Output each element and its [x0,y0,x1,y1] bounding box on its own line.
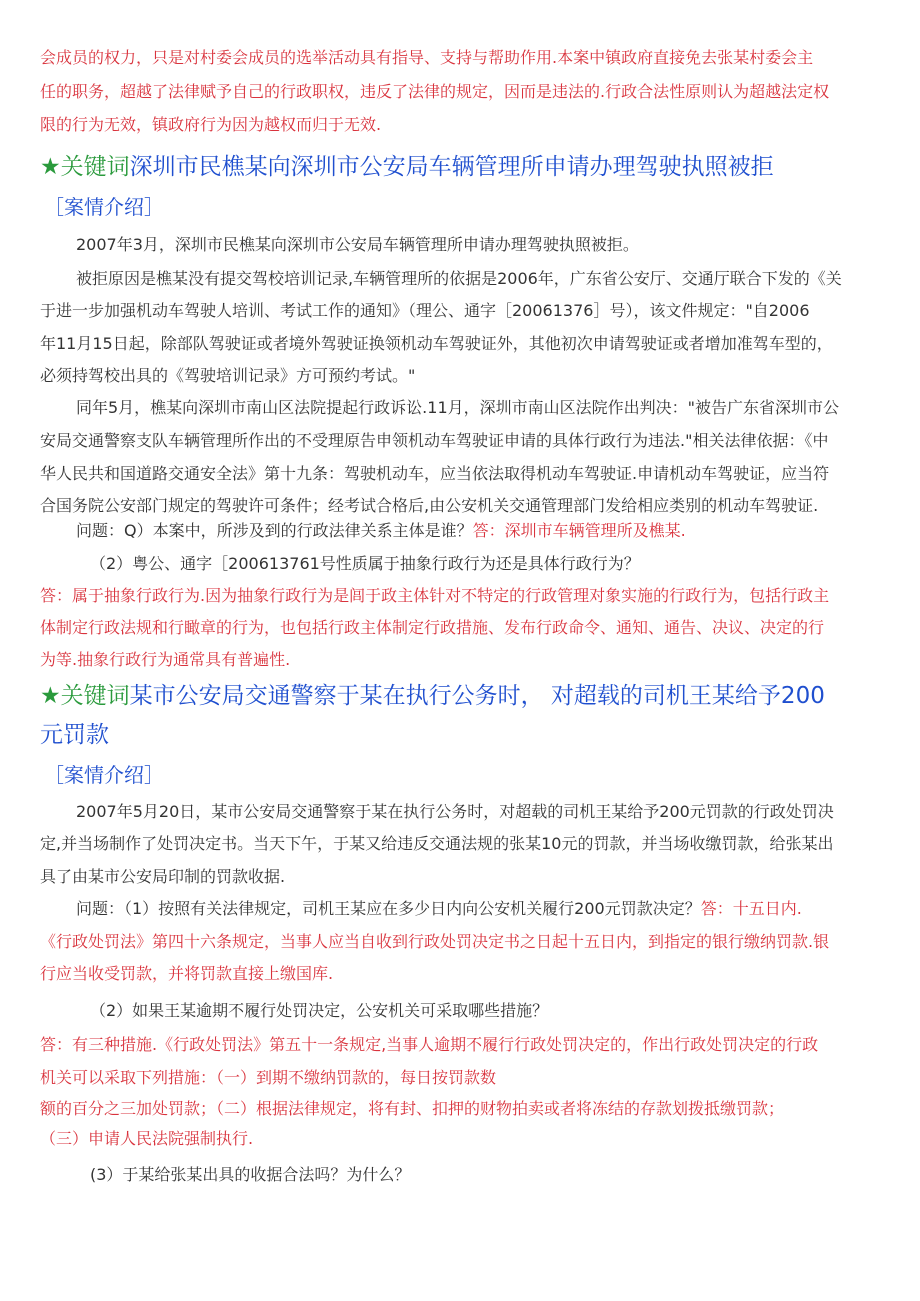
case1-line-8: 华人民共和国道路交通安全法》第十九条：驾驶机动车，应当依法取得机动车驾驶证.申请机动车驾驶证，应当符 [40,464,830,483]
case2-answer-1-line-1: 《行政处罚法》第四十六条规定，当事人应当自收到行政处罚决定书之日起十五日内，到指定的银行缴纳罚款.银 [40,932,830,951]
case2-question-3: (3）于某给张某出具的收据合法吗？为什么？ [90,1165,411,1184]
case1-question-1: 问题：Q）本案中，所涉及到的行政法律关系主体是谁？答：深圳市车辆管理所及樵某. [76,521,686,540]
case2-heading [40,678,890,714]
case2-question-2: （2）如果王某逾期不履行处罚决定，公安机关可采取哪些措施？ [90,1001,549,1020]
case1-heading [40,149,890,185]
keyword-label: 关键词 [60,683,130,709]
case2-answer-2-line-2: 机关可以采取下列措施：（一）到期不缴纳罚款的，每日按罚款数 [40,1068,497,1087]
case1-line-9: 合国务院公安部门规定的驾驶许可条件；经考试合格后,由公安机关交通管理部门发给相应类别的机动车驾驶证. [40,496,819,515]
star-icon: ★ [40,154,61,180]
case1-question-2: （2）粤公、通字［200613761号性质属于抽象行政行为还是具体行政行为？ [90,554,640,573]
case2-line-3: 具了由某市公安局印制的罚款收据. [40,867,286,886]
case1-answer-2-line-1: 答：属于抽象行政行为.因为抽象行政行为是闾于政主体针对不特定的行政管理对象实施的行政行为，包括行政主 [40,586,830,605]
case2-answer-2-line-3: 额的百分之三加处罚款；（二）根据法律规定，将有封、扣押的财物拍卖或者将冻结的存款划拨抵缴罚款； [40,1099,785,1118]
case1-answer-2-line-2: 体制定行政法规和行瞰章的行为，也包括行政主体制定行政措施、发布行政命令、通知、通告、决议、决定的行 [40,618,825,637]
case1-line-2: 被拒原因是樵某没有提交驾校培训记录,车辆管理所的依据是2006年，广东省公安厅、交通厅联合下发的《关 [76,269,842,288]
case2-title-line-2: 元罚款 [40,722,109,748]
case2-question-1: 问题：（1）按照有关法律规定，司机王某应在多少日内向公安机关履行200元罚款决定？答：十五日内. [76,899,802,918]
star-icon: ★ [40,683,61,709]
case2-line-2: 定,并当场制作了处罚决定书。当天下午，于某又给违反交通法规的张某10元的罚款，并当场收缴罚款，给张某出 [40,834,834,853]
case2-answer-1-line-2: 行应当收受罚款，并将罚款直接上缴国库. [40,964,334,983]
intro-line-2: 任的职务，超越了法律赋予自己的行政职权，违反了法律的规定，因而是违法的.行政合法性原则认为超越法定权 [40,82,830,101]
case1-answer-1: 答：深圳市车辆管理所及樵某. [472,521,686,540]
intro-line-1: 会成员的权力，只是对村委会成员的选举活动具有指导、支持与帮助作用.本案中镇政府直接免去张某村委会主 [40,48,814,67]
case2-line-1: 2007年5月20日，某市公安局交通警察于某在执行公务时，对超载的司机王某给予200元罚款的行政处罚决 [76,802,834,821]
keyword-label: 关键词 [60,154,130,180]
case1-line-3: 于进一步加强机动车驾驶人培训、考试工作的通知》（理公、通字［20061376］号），该文件规定："自2006 [40,301,810,320]
case2-answer-1-head: 答：十五日内. [700,899,802,918]
intro-line-3: 限的行为无效，镇政府行为因为越权而归于无效. [40,115,382,134]
case2-answer-2-line-4: （三）申请人民法院强制执行. [40,1129,254,1148]
case1-line-4: 年11月15日起，除部队驾驶证或者境外驾驶证换领机动车驾驶证外，其他初次申请驾驶证或者增加准驾车型的， [40,334,833,353]
case2-answer-2-line-1: 答：有三种措施.《行政处罚法》第五十一条规定,当事人逾期不履行行政处罚决定的，作出行政处罚决定的行政 [40,1035,819,1054]
case1-line-5: 必须持驾校出具的《驾驶培训记录》方可预约考试。" [40,366,416,385]
case1-line-1: 2007年3月，深圳市民樵某向深圳市公安局车辆管理所申请办理驾驶执照被拒。 [76,235,639,254]
case1-line-6: 同年5月，樵某向深圳市南山区法院提起行政诉讼.11月，深圳市南山区法院作出判决："被告广东省深圳市公 [76,398,839,417]
case2-section-title: ［案情介绍］ [44,763,164,787]
case1-title: 深圳市民樵某向深圳市公安局车辆管理所申请办理驾驶执照被拒 [129,154,774,180]
case1-section-title: ［案情介绍］ [44,195,164,219]
case1-answer-2-line-3: 为等.抽象行政行为通常具有普遍性. [40,650,291,669]
case1-line-7: 安局交通警察支队车辆管理所作出的不受理原告申领机动车驾驶证申请的具体行政行为违法."相关法律依据：《中 [40,431,829,450]
case2-title-line-1: 某市公安局交通警察于某在执行公务时， 对超载的司机王某给予200 [129,683,825,709]
